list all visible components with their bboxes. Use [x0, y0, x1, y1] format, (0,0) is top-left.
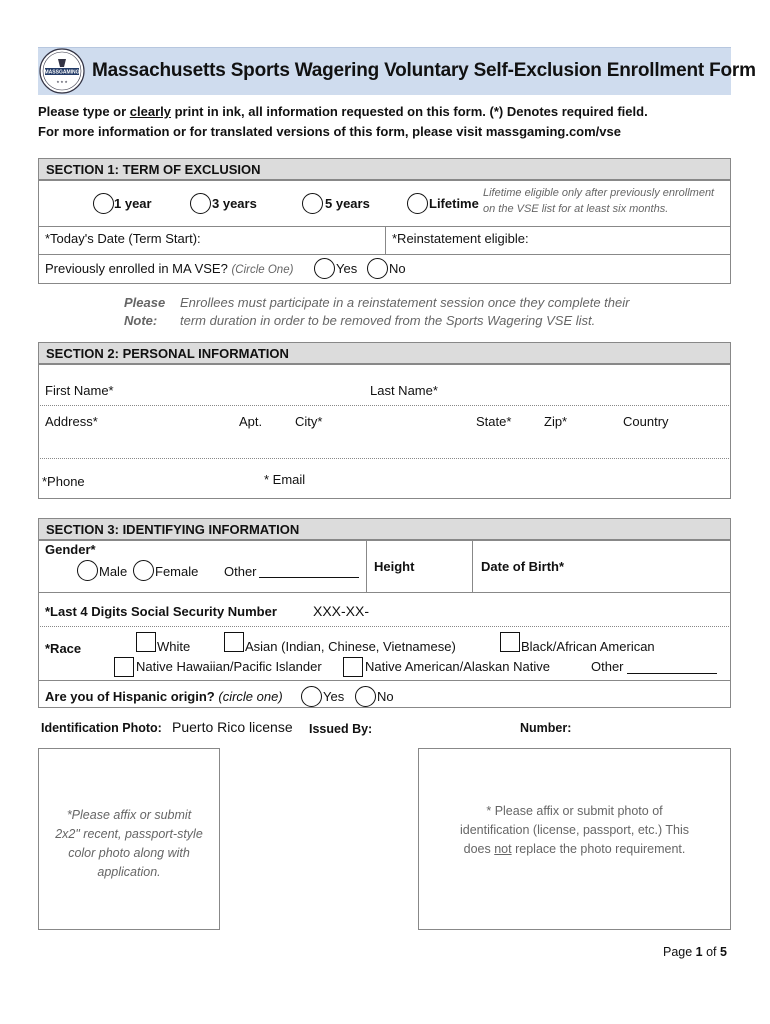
divider: [385, 226, 386, 254]
race-native-label: Native American/Alaskan Native: [365, 659, 550, 674]
gender-male-radio[interactable]: [77, 560, 98, 581]
form-title: Massachusetts Sports Wagering Voluntary Self-Exclusion Enrollment Form: [92, 60, 756, 81]
previously-enrolled-label: Previously enrolled in MA VSE? (Circle One): [45, 261, 294, 276]
term-5-years-radio[interactable]: [302, 193, 323, 214]
city-label: City*: [295, 414, 323, 429]
lifetime-note-1: Lifetime eligible only after previously enrollment: [483, 187, 715, 199]
race-label: *Race: [45, 641, 82, 656]
address-label: Address*: [45, 414, 98, 429]
race-black-checkbox[interactable]: [500, 632, 520, 652]
hispanic-no-radio[interactable]: [355, 686, 376, 707]
issued-by-label: Issued By:: [309, 722, 373, 736]
hispanic-yes-label: Yes: [323, 689, 345, 704]
gender-other-label: Other: [224, 564, 257, 579]
previously-no-label: No: [389, 261, 406, 276]
state-label: State*: [476, 414, 512, 429]
hispanic-yes-radio[interactable]: [301, 686, 322, 707]
race-asian-label: Asian (Indian, Chinese, Vietnamese): [245, 639, 456, 654]
note-label-2: Note:: [124, 313, 158, 328]
note-label-1: Please: [124, 295, 166, 310]
gender-male-label: Male: [99, 564, 128, 579]
race-hawaiian-label: Native Hawaiian/Pacific Islander: [136, 659, 322, 674]
passport-photo-instructions: *Please affix or submit 2x2" recent, passport-style color photo along with application.: [55, 808, 203, 879]
section-2-header: SECTION 2: PERSONAL INFORMATION: [38, 342, 731, 364]
apt-label: Apt.: [239, 414, 263, 429]
term-5-years-label: 5 years: [325, 196, 370, 211]
last-name-label: Last Name*: [370, 383, 438, 398]
divider: [366, 540, 367, 592]
race-white-label: White: [157, 639, 191, 654]
first-name-label: First Name*: [45, 383, 114, 398]
divider: [38, 405, 731, 406]
race-other-field[interactable]: [627, 660, 717, 674]
race-white-checkbox[interactable]: [136, 632, 156, 652]
id-photo-instructions: * Please affix or submit photo of identification (license, passport, etc.) This does not replace the photo requirement.: [459, 804, 690, 856]
ssn-label: *Last 4 Digits Social Security Number: [45, 604, 277, 619]
divider: [38, 680, 731, 681]
height-label: Height: [374, 559, 415, 574]
previously-yes-label: Yes: [336, 261, 358, 276]
hispanic-label: Are you of Hispanic origin? (circle one): [45, 689, 283, 704]
note-text-1: Enrollees must participate in a reinstatement session once they complete their: [180, 295, 630, 310]
divider: [472, 540, 473, 592]
race-asian-checkbox[interactable]: [224, 632, 244, 652]
identification-photo-value[interactable]: Puerto Rico license: [172, 719, 293, 735]
identification-photo-label: Identification Photo:: [41, 721, 162, 735]
svg-text:MASSGAMING: MASSGAMING: [44, 69, 80, 76]
term-3-years-radio[interactable]: [190, 193, 211, 214]
ssn-value[interactable]: XXX-XX-: [313, 603, 370, 619]
lifetime-note-2: on the VSE list for at least six months.: [483, 203, 669, 215]
term-lifetime-radio[interactable]: [407, 193, 428, 214]
divider: [38, 254, 731, 255]
reinstatement-label: *Reinstatement eligible:: [392, 231, 529, 246]
dob-label: Date of Birth*: [481, 559, 565, 574]
term-1-year-radio[interactable]: [93, 193, 114, 214]
gender-female-radio[interactable]: [133, 560, 154, 581]
page-number: Page 1 of 5: [663, 945, 727, 959]
gender-label: Gender*: [45, 542, 96, 557]
hispanic-no-label: No: [377, 689, 394, 704]
divider: [38, 592, 731, 593]
phone-label: *Phone: [42, 474, 85, 489]
gender-female-label: Female: [155, 564, 199, 579]
intro-line-1: Please type or clearly print in ink, all information requested on this form. (*) Denotes required field.: [38, 104, 648, 119]
race-hawaiian-checkbox[interactable]: [114, 657, 134, 677]
previously-no-radio[interactable]: [367, 258, 388, 279]
race-black-label: Black/African American: [521, 639, 655, 654]
note-text-2: term duration in order to be removed from the Sports Wagering VSE list.: [180, 313, 596, 328]
section-3-header: SECTION 3: IDENTIFYING INFORMATION: [38, 518, 731, 540]
svg-text:★ ★ ★: ★ ★ ★: [56, 80, 68, 84]
section-1-header: SECTION 1: TERM OF EXCLUSION: [38, 158, 731, 180]
divider: [38, 458, 731, 459]
previously-yes-radio[interactable]: [314, 258, 335, 279]
term-lifetime-label: Lifetime: [429, 196, 479, 211]
term-3-years-label: 3 years: [212, 196, 257, 211]
divider: [38, 626, 731, 627]
country-label: Country: [623, 414, 669, 429]
race-other-label: Other: [591, 659, 624, 674]
intro-line-2: For more information or for translated versions of this form, please visit massgaming.com/vse: [38, 124, 621, 139]
todays-date-label: *Today's Date (Term Start):: [45, 231, 201, 246]
gender-other-field[interactable]: [259, 564, 359, 578]
race-native-checkbox[interactable]: [343, 657, 363, 677]
zip-label: Zip*: [544, 414, 568, 429]
massgaming-logo: [38, 47, 86, 95]
number-label: Number:: [520, 721, 572, 735]
email-label: * Email: [264, 472, 306, 487]
term-1-year-label: 1 year: [114, 196, 152, 211]
